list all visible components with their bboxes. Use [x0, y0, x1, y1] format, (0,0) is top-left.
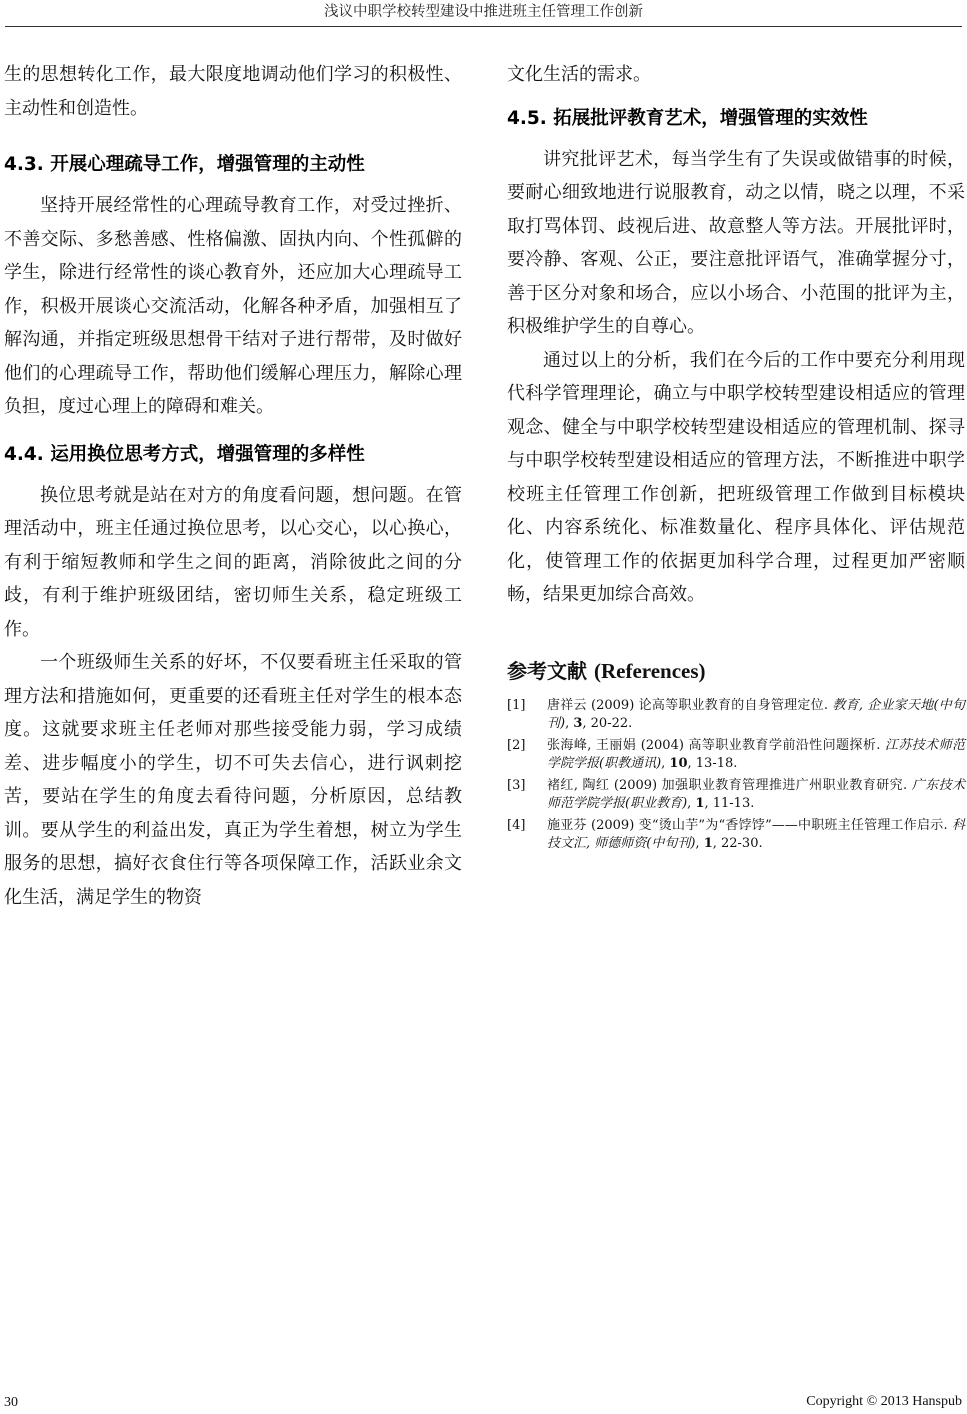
reference-volume: 10 — [669, 756, 688, 771]
running-header: 浅议中职学校转型建设中推进班主任管理工作创新 — [324, 4, 643, 20]
paragraph-4-4-b: 一个班级师生关系的好坏，不仅要看班主任采取的管理方法和措施如何，更重要的还看班主任对学生的根本态度。这就要求班主任老师对那些接受能力弱，学习成绩差、进步幅度小的学生，切不可失去信心，进行讽刺挖苦，要站在学生的角度去看待问题，分析原因，总结教训。要从学生的利益出发，真正为学生着想，树立为学生服务的思想，搞好衣食住行等各项保障工作，活跃业余文化生活，满足学生的物资 — [4, 652, 462, 908]
paragraph-4-5-b: 通过以上的分析，我们在今后的工作中要充分利用现代科学管理理论，确立与中职学校转型建设相适应的管理观念、健全与中职学校转型建设相适应的管理机制、探寻与中职学校转型建设相适应的管理方法，不断推进中职学校班主任管理工作创新，把班级管理工作做到目标模块化、内容系统化、标准数量化、程序具体化、评估规范化，使管理工作的依据更加科学合理，过程更加严密顺畅，结果更加综合高效。 — [507, 349, 965, 605]
reference-item — [507, 697, 965, 734]
reference-item — [507, 817, 965, 854]
reference-volume: 1 — [703, 836, 713, 851]
references-heading — [507, 657, 965, 685]
right-column — [507, 58, 965, 857]
paragraph-4-5-a: 讲究批评艺术，每当学生有了失误或做错事的时候，要耐心细致地进行说服教育，动之以情，晓之以理，不采取打骂体罚、歧视后进、故意整人等方法。开展批评时，要冷静、客观、公正，要注意批评语气，准确掌握分寸，善于区分对象和场合，应以小场合、小范围的批评为主，积极维护学生的自尊心。 — [507, 148, 965, 337]
references-title-en: (References) — [593, 658, 706, 683]
reference-text: 施亚芬 (2009) 变“烫山芋”为“香饽饽”——中职班主任管理工作启示. 科技文汇, 师德师资(中旬刊), 1, 22-30. — [547, 817, 965, 851]
reference-number: [3] — [507, 777, 526, 793]
reference-journal: 科技文汇, 师德师资(中旬刊) — [547, 817, 965, 851]
paragraph-4-3: 坚持开展经常性的心理疏导教育工作，对受过挫折、不善交际、多愁善感、性格偏激、固执内向、个性孤僻的学生，除进行经常性的谈心教育外，还应加大心理疏导工作，积极开展谈心交流活动，化解各种矛盾，加强相互了解沟通，并指定班级思想骨干结对子进行帮带，及时做好他们的心理疏导工作，帮助他们缓解心理压力，解除心理负担，度过心理上的障碍和难关。 — [4, 195, 462, 417]
reference-text: 唐祥云 (2009) 论高等职业教育的自身管理定位. 教育, 企业家天地(中旬刊), 3, 20-22. — [547, 697, 966, 731]
references-title-cn: 参考文献 — [507, 658, 587, 683]
reference-number: [2] — [507, 737, 526, 753]
reference-volume: 1 — [695, 796, 705, 811]
page-number: 30 — [4, 1395, 18, 1410]
reference-text: 褚红, 陶红 (2009) 加强职业教育管理推进广州职业教育研究. 广东技术师范学院学报(职业教育), 1, 11-13. — [547, 777, 965, 811]
reference-journal: 江苏技术师范学院学报(职教通讯) — [547, 737, 965, 771]
section-heading-4-5: 4.5. 拓展批评教育艺术，增强管理的实效性 — [507, 107, 868, 129]
reference-number: [4] — [507, 817, 526, 833]
reference-volume: 3 — [573, 716, 583, 731]
reference-journal: 广东技术师范学院学报(职业教育) — [547, 777, 965, 811]
paragraph-continued: 生的思想转化工作，最大限度地调动他们学习的积极性、主动性和创造性。 — [4, 64, 462, 119]
reference-item — [507, 777, 965, 814]
reference-item — [507, 737, 965, 774]
paragraph-continued-right: 文化生活的需求。 — [507, 64, 651, 85]
reference-list — [507, 697, 965, 854]
left-column — [4, 58, 462, 914]
reference-number: [1] — [507, 697, 526, 713]
paragraph-4-4-a: 换位思考就是站在对方的角度看问题，想问题。在管理活动中，班主任通过换位思考，以心交心，以心换心，有利于缩短教师和学生之间的距离，消除彼此之间的分歧，有利于维护班级团结，密切师生关系，稳定班级工作。 — [4, 484, 462, 640]
section-heading-4-3: 4.3. 开展心理疏导工作，增强管理的主动性 — [4, 154, 365, 175]
section-heading-4-4: 4.4. 运用换位思考方式，增强管理的多样性 — [4, 443, 365, 465]
reference-journal: 教育, 企业家天地(中旬刊) — [547, 697, 966, 731]
header-divider — [5, 26, 962, 27]
copyright-notice: Copyright © 2013 Hanspub — [806, 1394, 962, 1409]
reference-text: 张海峰, 王丽娟 (2004) 高等职业教育学前沿性问题探析. 江苏技术师范学院学报(职教通讯), 10, 13-18. — [547, 737, 965, 771]
